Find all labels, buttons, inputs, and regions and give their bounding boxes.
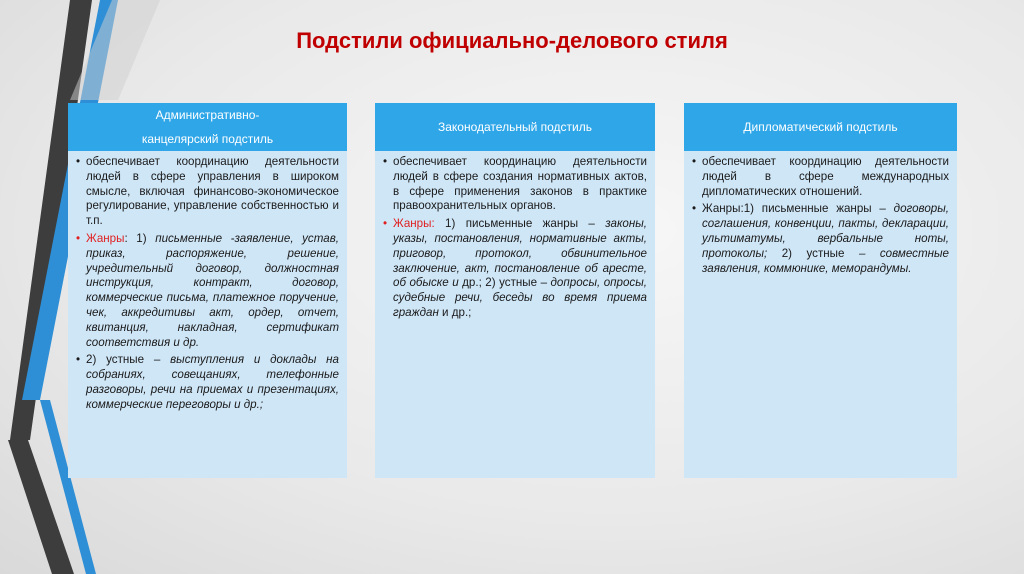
bullet-genres [76,232,339,350]
slide-title: Подстили официально-делового стиля [296,28,728,53]
column-administrative [68,103,347,478]
bullet-genres [692,202,949,276]
text: письменные -заявление, устав, приказ, распоряжение, решение, учредительный договор, должностная инструкция, контракт, договор, коммерческие письма, платежное поручение, чек, аккредитивы акт, ордер, отчет, квитанция, накладная, сертификат соответствия и др. [86,231,339,349]
text: 2) устные [767,246,859,260]
header-text: Дипломатический подстиль [743,120,898,134]
column-header [684,103,957,151]
text: допросы, опросы, судебные речи, беседы во время приема граждан [393,276,647,319]
genres-label: Жанры [86,231,125,245]
text: 2) устные – [86,353,171,367]
text: выступления и доклады на собраниях, совещаниях, телефонные разговоры, речи на приемах и презентациях, коммерческие переговоры и др.; [86,353,339,411]
column-header [68,103,347,151]
bullet-genres [383,217,647,321]
bullet-purpose: • обеспечивает координацию деятельности людей в сфере управления в широком смысле, включая финансово-экономическое регулирование, управление собственностью и т.п. [76,155,339,229]
bullet-oral [76,353,339,412]
header-text: Законодательный подстиль [438,120,592,134]
bullet-purpose: • обеспечивает координацию деятельности людей в сфере международных дипломатических отношений. [692,155,949,199]
bullet-purpose: • обеспечивает координацию деятельности людей в сфере создания нормативных актов, в сфере применения законов в практике правоохранительных органов. [383,155,647,214]
header-line: Административно- [155,108,260,122]
text: законы, указы, постановления, нормативные акты, приговор, протокол, обвинительное заключение, акт, постановление об аресте, об обыске и [393,217,647,290]
text: – совместные заявления, коммюнике, меморандумы. [702,246,949,275]
text: договоры, соглашения, конвенции, пакты, декларации, ультиматумы, вербальные ноты, протоколы; [702,202,949,260]
text: др.; 2) устные – [458,276,551,290]
text: и др.; [438,305,472,319]
text: : 1) [124,231,156,245]
text: Жанры:1) письменные жанры – [702,202,894,216]
column-legislative [375,103,655,478]
text: 1) письменные жанры – [434,217,606,231]
column-diplomatic [684,103,957,478]
column-header [375,103,655,151]
genres-label: Жанры: [393,217,435,231]
header-line: канцелярский подстиль [141,132,274,146]
